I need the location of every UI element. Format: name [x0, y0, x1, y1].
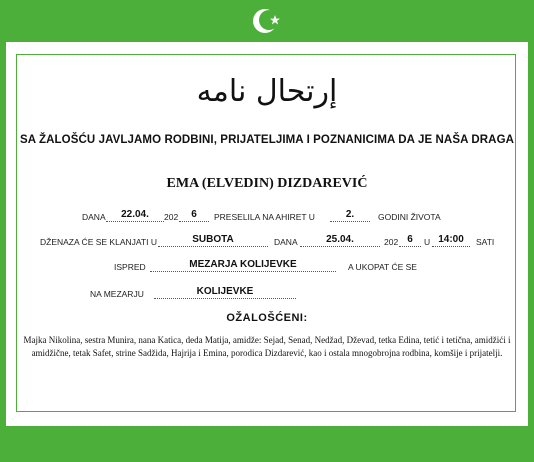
age-label: GODINI ŽIVOTA — [378, 212, 441, 222]
top-green-band — [0, 0, 534, 40]
funeral-date-value: 25.04. — [300, 234, 380, 247]
death-date-label: DANA — [82, 212, 106, 222]
deceased-name: EMA (ELVEDIN) DIZDAREVIĆ — [166, 176, 368, 191]
death-year-prefix: 202 — [164, 212, 179, 222]
age-value: 2. — [330, 209, 370, 222]
mosque-value: MEZARJA KOLIJEVKE — [150, 259, 336, 272]
in-front-label: ISPRED — [114, 262, 146, 272]
moved-to-ahiret-label: PRESELILA NA AHIRET U — [214, 212, 315, 222]
obituary-sheet — [6, 42, 528, 426]
announcement-text: SA ŽALOŠĆU JAVLJAMO RODBINI, PRIJATELJIMA I POZNANICIMA DA JE NAŠA DRAGA — [19, 134, 515, 146]
funeral-day-value: SUBOTA — [158, 234, 268, 247]
cemetery-label: NA MEZARJU — [90, 289, 144, 299]
funeral-time-prefix: U — [424, 237, 431, 247]
funeral-time-label: SATI — [476, 237, 495, 247]
death-date-value: 22.04. — [106, 209, 164, 222]
funeral-time-value: 14:00 — [432, 234, 470, 247]
cemetery-value: KOLIJEVKE — [154, 286, 296, 299]
bottom-green-band — [0, 426, 534, 462]
funeral-prayer-label: DŽENAZA ĆE SE KLANJATI U — [40, 237, 157, 247]
funeral-year-suffix: 6 — [399, 234, 421, 247]
burial-label: A UKOPAT ĆE SE — [348, 262, 417, 272]
arabic-title: إرتحال نامه — [196, 74, 338, 109]
funeral-year-prefix: 202 — [384, 237, 399, 247]
funeral-date-label: DANA — [274, 237, 298, 247]
mourners-title: OŽALOŠĆENI: — [226, 312, 308, 324]
mourners-text: Majka Nikolina, sestra Munira, nana Katica, deda Matija, amidže: Sejad, Senad, Nedžad, Dževad, tetka Edina, tetić i tetična, amidžići i amidžične, tetak Safet, strine Sadžida, Hajrija i Emina, porodica Dizdarević, kao i ostala mnogobrojna rodbina, komšije i prijatelji. — [23, 335, 511, 358]
crescent-star-icon — [250, 4, 284, 38]
death-year-suffix: 6 — [179, 209, 209, 222]
